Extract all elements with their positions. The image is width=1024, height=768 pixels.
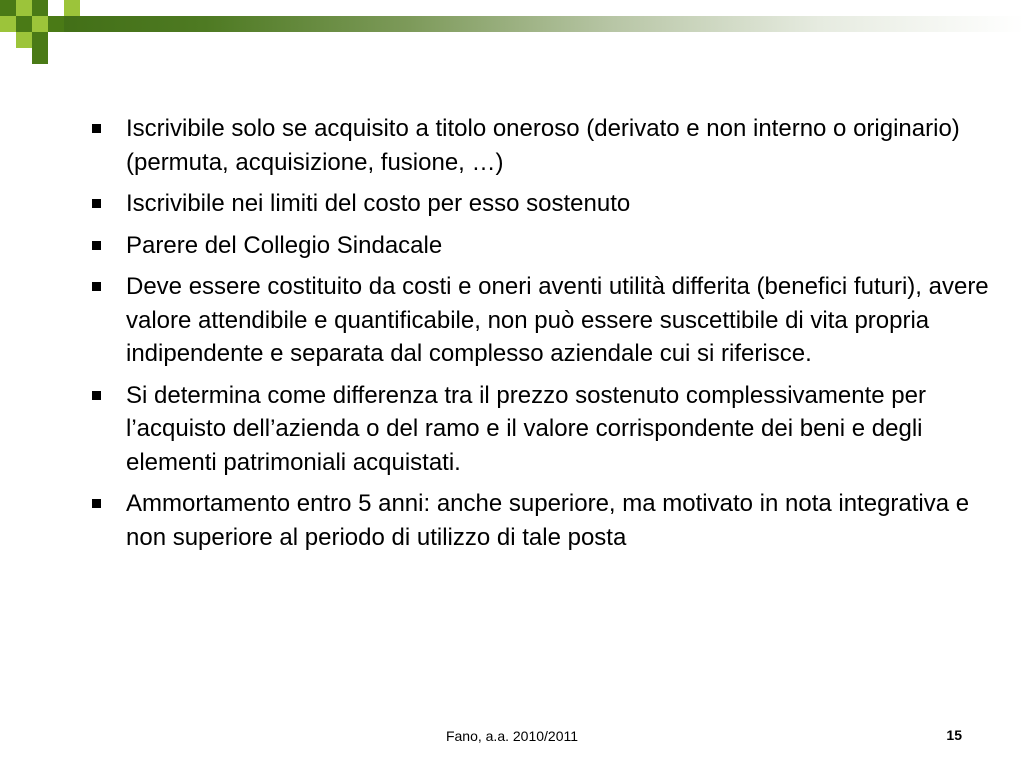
bullet-text: Iscrivibile solo se acquisito a titolo oneroso (derivato e non interno o originario) (permuta, acquisizione, fusione, …): [126, 115, 960, 176]
bullet-item: [90, 229, 990, 263]
decor-square: [16, 0, 32, 16]
square-bullet-icon: [92, 241, 101, 250]
bullet-list: [90, 112, 990, 562]
decor-square: [32, 0, 48, 16]
decor-square: [64, 0, 80, 16]
decor-square: [0, 16, 16, 32]
bullet-text: Ammortamento entro 5 anni: anche superiore, ma motivato in nota integrativa e non superiore al periodo di utilizzo di tale posta: [126, 490, 970, 551]
decor-square: [32, 32, 48, 48]
footer-text: Fano, a.a. 2010/2011: [445, 728, 579, 744]
decor-square: [16, 32, 32, 48]
square-bullet-icon: [92, 282, 101, 291]
square-bullet-icon: [92, 391, 101, 400]
decor-square: [16, 16, 32, 32]
decor-square: [32, 16, 48, 32]
bullet-text: Deve essere costituito da costi e oneri aventi utilità differita (benefici futuri), avere valore attendibile e quantificabile, non può essere suscettibile di vita propria indipendente e separata dal complesso aziendale cui si riferisce.: [126, 273, 989, 367]
bullet-item: [90, 379, 990, 480]
bullet-item: [90, 112, 990, 179]
decor-square: [0, 0, 16, 16]
square-bullet-icon: [92, 499, 101, 508]
decor-square: [48, 16, 64, 32]
square-bullet-icon: [92, 199, 101, 208]
decor-square: [32, 48, 48, 64]
square-bullet-icon: [92, 124, 101, 133]
bullet-text: Si determina come differenza tra il prezzo sostenuto complessivamente per l’acquisto dell’azienda o del ramo e il valore corrispondente dei beni e degli elementi patrimoniali acquistati.: [126, 381, 926, 476]
bullet-text: Parere del Collegio Sindacale: [126, 231, 443, 259]
bullet-text: Iscrivibile nei limiti del costo per esso sostenuto: [126, 190, 631, 217]
header-gradient-band: [0, 16, 1024, 32]
bullet-item: [90, 487, 990, 554]
page-number: 15: [946, 727, 962, 743]
bullet-item: [90, 270, 990, 371]
bullet-item: [90, 187, 990, 221]
